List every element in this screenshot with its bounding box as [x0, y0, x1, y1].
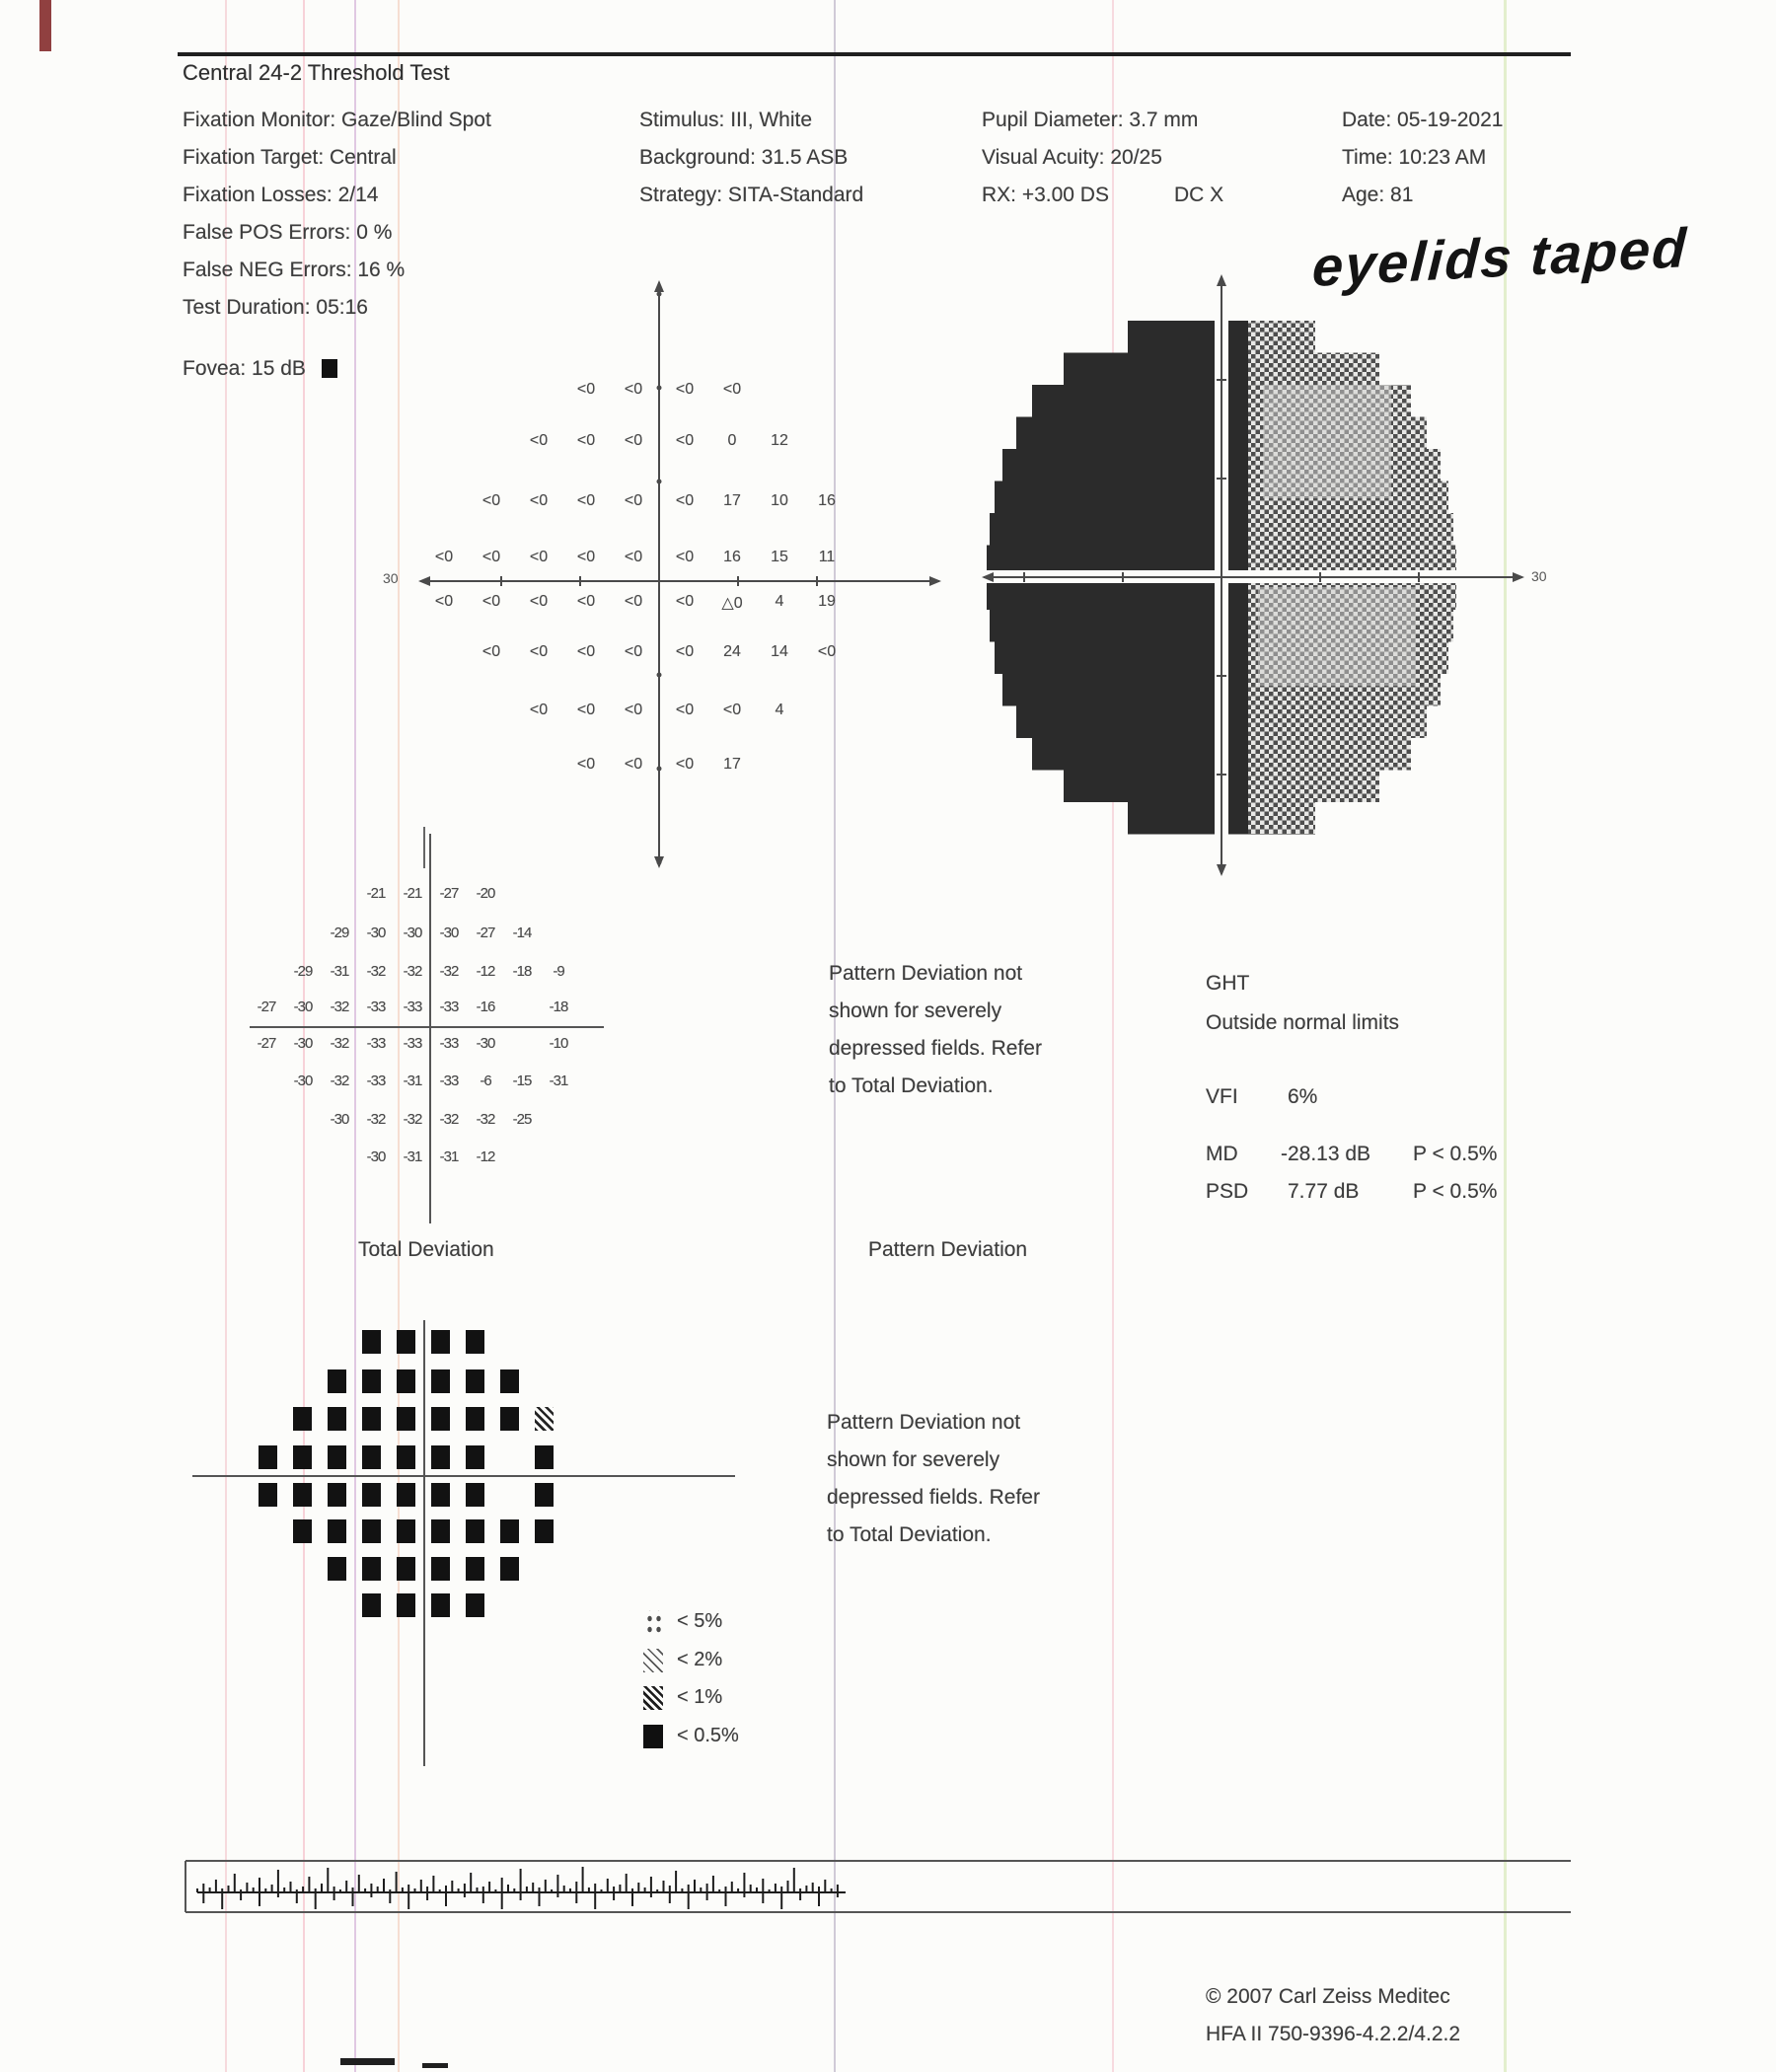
background-luminance: Background: 31.5 ASB [639, 146, 849, 169]
total-deviation-value: -29 [330, 925, 349, 941]
psd-label: PSD [1206, 1180, 1249, 1203]
threshold-value: <0 [675, 756, 695, 773]
scan-artifact-mark [39, 0, 51, 51]
total-deviation-value: -21 [366, 885, 386, 902]
threshold-value: 24 [723, 643, 741, 660]
threshold-value: <0 [624, 432, 643, 449]
psd-value: 7.77 dB [1288, 1180, 1360, 1203]
prob-symbol-dots-icon [643, 1610, 665, 1634]
pattern-deviation-note-line: shown for severely [829, 999, 1002, 1022]
threshold-value: <0 [529, 593, 549, 610]
prob-symbol-hatch-dark-icon [643, 1686, 663, 1710]
threshold-value: 16 [818, 492, 836, 509]
handwritten-note: eyelids taped [1310, 215, 1690, 299]
prob-square-lt05 [535, 1445, 554, 1469]
fovea-label: Fovea: 15 dB [183, 357, 306, 380]
threshold-value: 14 [771, 643, 788, 660]
threshold-value: <0 [576, 381, 596, 398]
prob-square-lt05 [397, 1369, 415, 1393]
total-deviation-value: -30 [293, 1073, 313, 1089]
stimulus: Stimulus: III, White [639, 109, 813, 131]
device-model: HFA II 750-9396-4.2.2/4.2.2 [1206, 2023, 1461, 2045]
prob-square-lt05 [293, 1519, 312, 1543]
prob-square-lt05 [362, 1330, 381, 1354]
total-deviation-value: -30 [293, 999, 313, 1015]
fovea-value [183, 357, 337, 381]
prob-symbol-hatch-light-icon [643, 1649, 663, 1672]
total-deviation-value: -32 [330, 999, 349, 1015]
pattern-deviation-note-line: depressed fields. Refer [827, 1486, 1040, 1509]
vfi-label: VFI [1206, 1085, 1238, 1108]
total-deviation-axes [237, 819, 631, 1243]
prob-square-lt05 [397, 1330, 415, 1354]
threshold-value: 11 [818, 549, 836, 565]
fixation-monitor: Fixation Monitor: Gaze/Blind Spot [183, 109, 491, 131]
prob-square-lt05 [466, 1557, 484, 1581]
md-value: -28.13 dB [1281, 1143, 1371, 1165]
ght-result: Outside normal limits [1206, 1011, 1400, 1034]
total-deviation-value: -32 [403, 1111, 422, 1128]
threshold-value: <0 [576, 549, 596, 565]
total-deviation-value: -27 [476, 925, 495, 941]
threshold-value: <0 [675, 492, 695, 509]
threshold-value: 4 [775, 702, 784, 718]
prob-square-lt05 [431, 1593, 450, 1617]
total-deviation-value: -33 [439, 1035, 459, 1052]
total-deviation-label: Total Deviation [358, 1238, 494, 1261]
prob-symbol-solid-icon [643, 1725, 663, 1748]
threshold-value: <0 [576, 702, 596, 718]
md-probability: P < 0.5% [1413, 1143, 1498, 1165]
threshold-value: <0 [529, 492, 549, 509]
prob-square-lt05 [397, 1519, 415, 1543]
total-deviation-value: -30 [366, 925, 386, 941]
pattern-deviation-note-line: to Total Deviation. [827, 1523, 992, 1546]
total-deviation-value: -32 [476, 1111, 495, 1128]
threshold-value: <0 [624, 593, 643, 610]
total-deviation-value: -30 [403, 925, 422, 941]
scan-artifact-mark [340, 2058, 395, 2065]
threshold-value: <0 [481, 643, 501, 660]
threshold-value: <0 [624, 381, 643, 398]
prob-square-lt1 [535, 1407, 554, 1431]
pattern-deviation-note-line: Pattern Deviation not [829, 962, 1023, 985]
total-deviation-value: -32 [366, 1111, 386, 1128]
prob-square-lt05 [328, 1407, 346, 1431]
total-deviation-value: -25 [512, 1111, 532, 1128]
prob-square-lt05 [259, 1483, 277, 1507]
threshold-value: 16 [723, 549, 741, 565]
false-pos-errors: False POS Errors: 0 % [183, 221, 393, 244]
threshold-value: <0 [434, 549, 454, 565]
legend-label: < 5% [677, 1610, 723, 1632]
prob-square-lt05 [500, 1369, 519, 1393]
prob-square-lt05 [466, 1445, 484, 1469]
total-deviation-value: -12 [476, 963, 495, 980]
total-deviation-value: -30 [439, 925, 459, 941]
total-deviation-value: -29 [293, 963, 313, 980]
prob-square-lt05 [397, 1407, 415, 1431]
threshold-value: 17 [723, 756, 741, 773]
prob-square-lt05 [466, 1369, 484, 1393]
total-deviation-value: -10 [549, 1035, 568, 1052]
threshold-value: <0 [481, 549, 501, 565]
ght-title: GHT [1206, 972, 1250, 995]
prob-square-lt05 [328, 1519, 346, 1543]
total-deviation-value: -12 [476, 1148, 495, 1165]
false-neg-errors: False NEG Errors: 16 % [183, 259, 406, 281]
top-rule [178, 52, 1571, 56]
total-deviation-value: -33 [439, 999, 459, 1015]
total-deviation-value: -33 [366, 999, 386, 1015]
fixation-losses: Fixation Losses: 2/14 [183, 184, 379, 206]
prob-square-lt05 [466, 1483, 484, 1507]
threshold-value: 19 [818, 593, 836, 610]
legend-label: < 2% [677, 1648, 723, 1670]
total-deviation-value: -20 [476, 885, 495, 902]
visual-acuity: Visual Acuity: 20/25 [982, 146, 1162, 169]
threshold-value: <0 [481, 593, 501, 610]
threshold-value: <0 [481, 492, 501, 509]
prob-square-lt05 [397, 1483, 415, 1507]
prob-square-lt05 [328, 1557, 346, 1581]
total-deviation-value: -33 [366, 1035, 386, 1052]
grayscale-axis-label-30: 30 [1531, 568, 1547, 584]
total-deviation-value: -33 [366, 1073, 386, 1089]
psd-probability: P < 0.5% [1413, 1180, 1498, 1203]
total-deviation-value: -33 [439, 1073, 459, 1089]
threshold-value: <0 [675, 549, 695, 565]
prob-square-lt05 [397, 1557, 415, 1581]
prob-square-lt05 [431, 1519, 450, 1543]
threshold-value: <0 [722, 381, 742, 398]
threshold-value: <0 [675, 381, 695, 398]
prob-square-lt05 [431, 1369, 450, 1393]
prob-square-lt05 [259, 1445, 277, 1469]
prob-square-lt05 [362, 1407, 381, 1431]
pupil-diameter: Pupil Diameter: 3.7 mm [982, 109, 1199, 131]
prob-square-lt05 [397, 1593, 415, 1617]
prob-square-lt05 [293, 1445, 312, 1469]
legend-label: < 1% [677, 1686, 723, 1708]
total-deviation-value: -31 [403, 1148, 422, 1165]
probability-legend [643, 1608, 821, 1766]
total-deviation-value: -30 [330, 1111, 349, 1128]
pattern-deviation-note-line: depressed fields. Refer [829, 1037, 1042, 1060]
total-deviation-value: -27 [439, 885, 459, 902]
threshold-value: 0 [727, 432, 737, 449]
prob-square-lt05 [362, 1593, 381, 1617]
total-deviation-value: -31 [330, 963, 349, 980]
threshold-value: <0 [624, 643, 643, 660]
threshold-value: <0 [529, 549, 549, 565]
scan-artifact-mark [422, 2063, 448, 2068]
threshold-value: <0 [576, 492, 596, 509]
prob-square-lt05 [431, 1483, 450, 1507]
total-deviation-value: -18 [549, 999, 568, 1015]
threshold-value: <0 [624, 756, 643, 773]
prob-square-lt05 [431, 1445, 450, 1469]
prob-square-lt05 [431, 1557, 450, 1581]
prob-square-lt05 [535, 1519, 554, 1543]
total-deviation-value: -18 [512, 963, 532, 980]
total-deviation-value: -33 [403, 1035, 422, 1052]
total-deviation-value: -32 [330, 1073, 349, 1089]
threshold-plot-axes [414, 266, 967, 878]
prob-square-lt05 [500, 1519, 519, 1543]
rx-value: RX: +3.00 DS [982, 184, 1109, 206]
prob-square-lt05 [466, 1519, 484, 1543]
threshold-axis-label-30: 30 [383, 570, 399, 586]
total-deviation-value: -31 [403, 1073, 422, 1089]
threshold-value: <0 [576, 756, 596, 773]
total-deviation-value: -27 [257, 999, 276, 1015]
test-time: Time: 10:23 AM [1342, 146, 1487, 169]
threshold-value: <0 [624, 702, 643, 718]
total-deviation-value: -31 [549, 1073, 568, 1089]
total-deviation-value: -15 [512, 1073, 532, 1089]
prob-square-lt05 [535, 1483, 554, 1507]
threshold-value: <0 [576, 432, 596, 449]
grayscale-plot [967, 257, 1579, 898]
total-deviation-value: -32 [403, 963, 422, 980]
total-deviation-value: -32 [330, 1035, 349, 1052]
threshold-value: 15 [771, 549, 788, 565]
prob-square-lt05 [293, 1407, 312, 1431]
pattern-deviation-note-line: to Total Deviation. [829, 1074, 994, 1097]
total-deviation-value: -32 [439, 1111, 459, 1128]
threshold-value: <0 [529, 432, 549, 449]
threshold-value: 4 [775, 593, 784, 610]
pattern-deviation-label: Pattern Deviation [868, 1238, 1028, 1261]
md-label: MD [1206, 1143, 1238, 1165]
fixation-target: Fixation Target: Central [183, 146, 397, 169]
prob-square-lt05 [328, 1445, 346, 1469]
total-deviation-value: -30 [476, 1035, 495, 1052]
test-date: Date: 05-19-2021 [1342, 109, 1504, 131]
prob-square-lt05 [397, 1445, 415, 1469]
threshold-value: 17 [723, 492, 741, 509]
threshold-value: <0 [576, 593, 596, 610]
threshold-value: <0 [722, 702, 742, 718]
prob-square-lt05 [431, 1330, 450, 1354]
total-deviation-value: -30 [366, 1148, 386, 1165]
threshold-value: <0 [624, 549, 643, 565]
threshold-value: <0 [576, 643, 596, 660]
threshold-value: <0 [529, 702, 549, 718]
prob-square-lt05 [466, 1593, 484, 1617]
patient-age: Age: 81 [1342, 184, 1414, 206]
prob-square-lt05 [466, 1330, 484, 1354]
threshold-value: <0 [675, 702, 695, 718]
threshold-value: <0 [624, 492, 643, 509]
threshold-value: <0 [675, 432, 695, 449]
prob-square-lt05 [362, 1369, 381, 1393]
prob-square-lt05 [362, 1483, 381, 1507]
prob-square-lt05 [362, 1519, 381, 1543]
prob-square-lt05 [500, 1557, 519, 1581]
threshold-value: <0 [675, 593, 695, 610]
prob-square-lt05 [431, 1407, 450, 1431]
total-deviation-value: -31 [439, 1148, 459, 1165]
dc-value: DC X [1174, 184, 1224, 206]
legend-label: < 0.5% [677, 1724, 739, 1746]
gaze-tracker-strip [183, 1853, 1576, 1918]
threshold-value: <0 [675, 643, 695, 660]
fovea-square-icon [322, 359, 337, 378]
total-deviation-value: -32 [439, 963, 459, 980]
total-deviation-value: -32 [366, 963, 386, 980]
total-deviation-value: -9 [553, 963, 564, 980]
pattern-deviation-note-line: shown for severely [827, 1448, 1000, 1471]
prob-square-lt05 [500, 1407, 519, 1431]
page-title: Central 24-2 Threshold Test [183, 60, 450, 85]
total-deviation-value: -14 [512, 925, 532, 941]
total-deviation-value: -6 [480, 1073, 491, 1089]
test-duration: Test Duration: 05:16 [183, 296, 368, 319]
total-deviation-value: -21 [403, 885, 422, 902]
prob-square-lt05 [328, 1483, 346, 1507]
threshold-value: 12 [771, 432, 788, 449]
threshold-value: <0 [434, 593, 454, 610]
pattern-deviation-note-line: Pattern Deviation not [827, 1411, 1021, 1434]
prob-square-lt05 [362, 1557, 381, 1581]
threshold-value: △0 [721, 595, 743, 612]
prob-square-lt05 [362, 1445, 381, 1469]
prob-square-lt05 [293, 1483, 312, 1507]
total-deviation-value: -30 [293, 1035, 313, 1052]
total-deviation-value: -33 [403, 999, 422, 1015]
threshold-value: <0 [529, 643, 549, 660]
total-deviation-value: -27 [257, 1035, 276, 1052]
copyright: © 2007 Carl Zeiss Meditec [1206, 1985, 1450, 2008]
vfi-value: 6% [1288, 1085, 1318, 1108]
prob-square-lt05 [328, 1369, 346, 1393]
strategy: Strategy: SITA-Standard [639, 184, 864, 206]
total-deviation-value: -16 [476, 999, 495, 1015]
threshold-value: <0 [817, 643, 837, 660]
prob-square-lt05 [466, 1407, 484, 1431]
threshold-value: 10 [771, 492, 788, 509]
